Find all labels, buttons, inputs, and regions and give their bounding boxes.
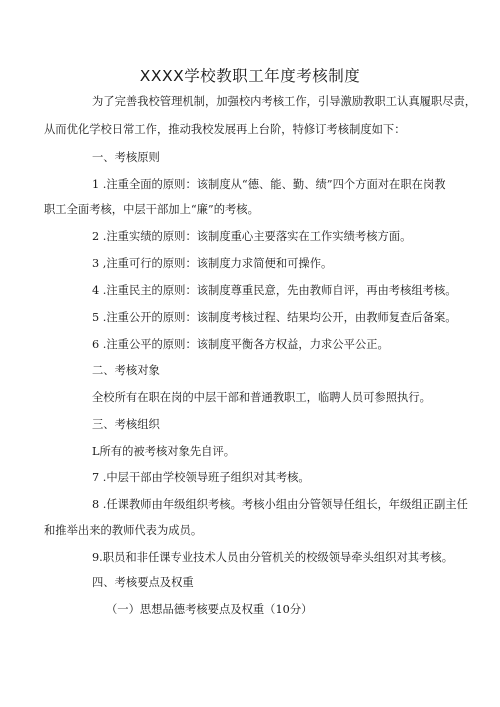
subsection-heading-ethics: （一）思想品德考核要点及权重（10分） [106,603,313,616]
section-heading-key-points: 四、考核要点及权重 [92,576,194,589]
principle-6: 6 .注重公平的原则：该制度平衡各方权益，力求公平公正。 [92,338,389,351]
organization-item-1: L所有的被考核对象先自评。 [92,445,236,458]
organization-item-9: 9.职员和非任课专业技术人员由分管机关的校级领导牵头组织对其考核。 [92,551,453,564]
intro-line-2: 从而优化学校日常工作，推动我校发展再上台阶，特修订考核制度如下： [44,123,406,136]
intro-line-1: 为了完善我校管理机制，加强校内考核工作，引导激励教职工认真履职尽责， [92,95,477,108]
principle-4: 4 .注重民主的原则：该制度尊重民意，先由教师自评，再由考核组考核。 [92,284,457,297]
document-title: XXXX学校教职工年度考核制度 [139,67,361,85]
organization-item-8-line-1: 8 .任课教师由年级组织考核。考核小组由分管领导任组长，年级组正副主任 [92,498,468,511]
section-heading-targets: 二、考核对象 [92,364,160,377]
principle-3: 3 ,注重可行的原则：该制度力求简便和可操作。 [92,257,333,270]
section-heading-principles: 一、考核原则 [92,151,160,164]
principle-1-line-2: 职工全面考核，中层干部加上“廉”的考核。 [44,203,259,216]
section-heading-organization: 三、考核组织 [92,418,160,431]
organization-item-7: 7 .中层干部由学校领导班子组织对其考核。 [92,471,310,484]
principle-5: 5 .注重公开的原则：该制度考核过程、结果均公开，由教师复查后备案。 [92,311,457,324]
principle-1-line-1: 1 .注重全面的原则：该制度从“德、能、勤、绩”四个方面对在职在岗教 [92,178,446,191]
targets-text: 全校所有在职在岗的中层干部和普通教职工，临聘人员可参照执行。 [92,391,431,404]
organization-item-8-line-2: 和推举出来的教师代表为成员。 [44,524,203,537]
principle-2: 2 .注重实绩的原则：该制度重心主要落实在工作实绩考核方面。 [92,230,412,243]
